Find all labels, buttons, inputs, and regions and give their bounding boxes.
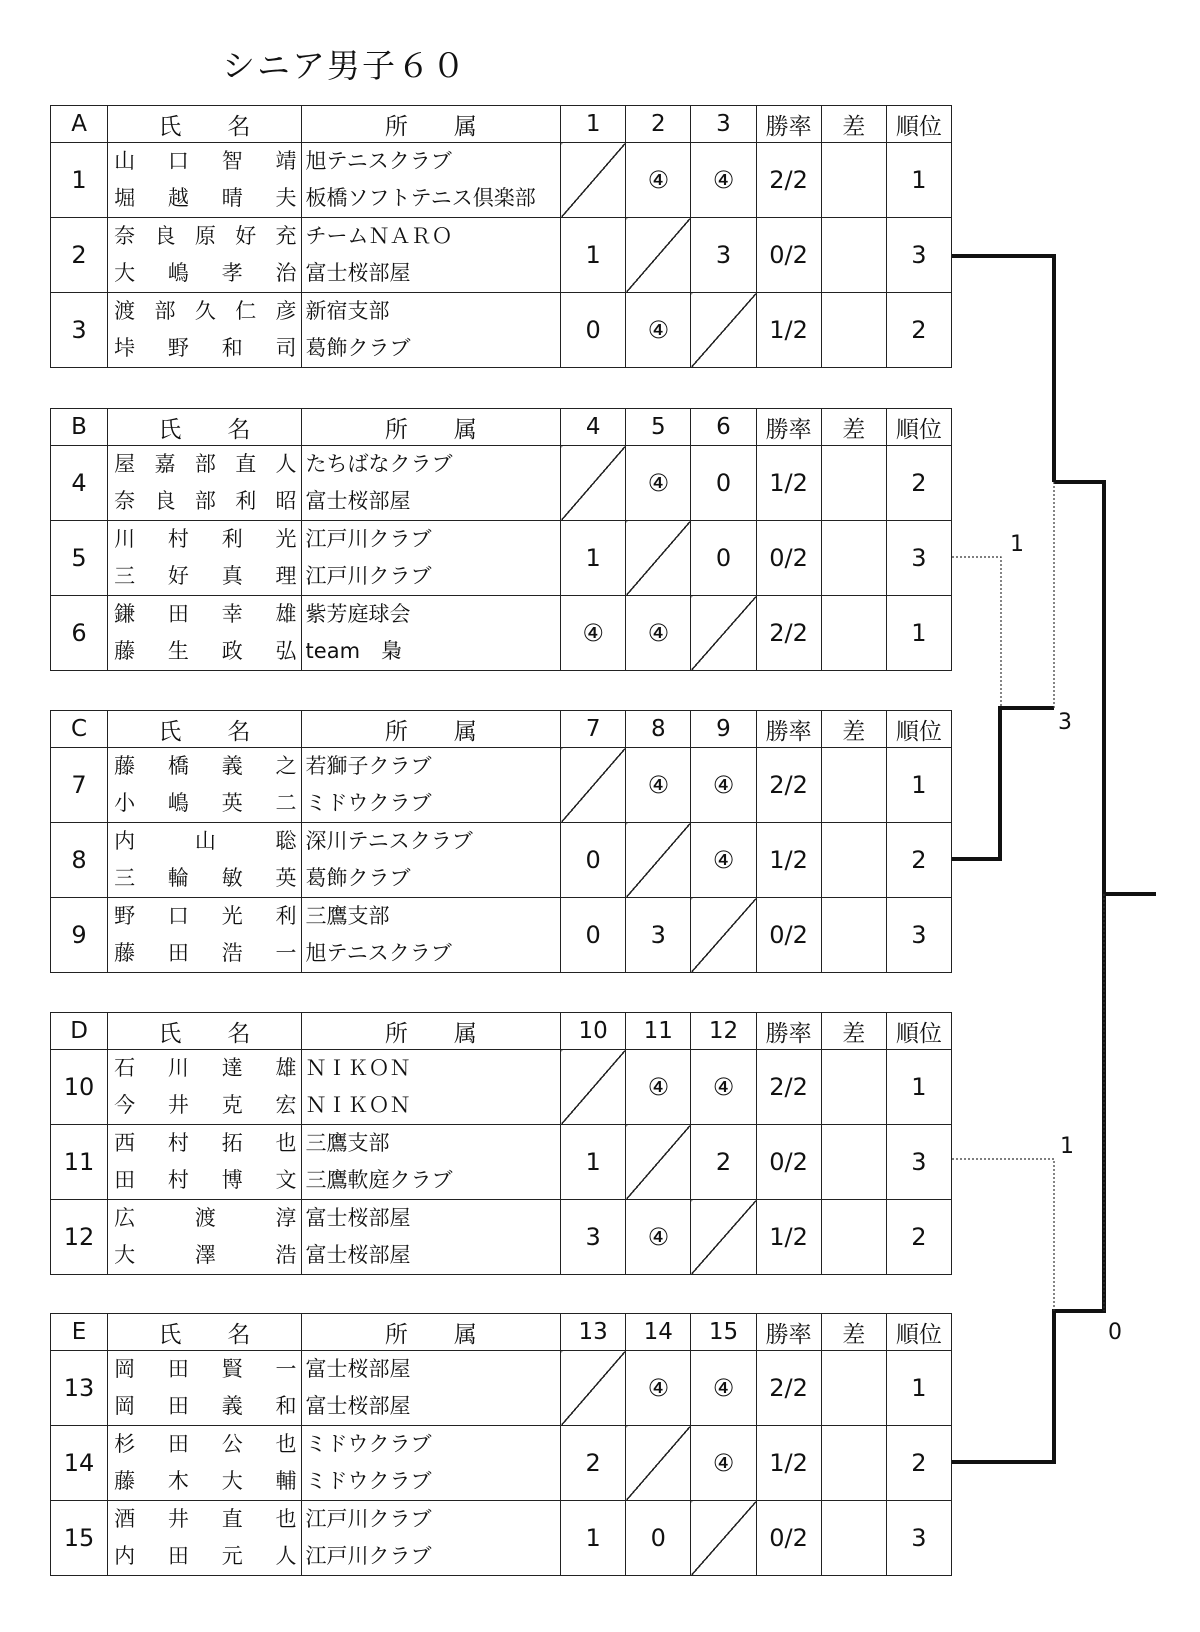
player-name: 広 渡 淳 (114, 1206, 297, 1230)
player-name: 大 澤 浩 (114, 1243, 297, 1267)
club-name: 新宿支部 (305, 299, 390, 323)
group-label: E (51, 1314, 108, 1351)
header-name: 氏 名 (108, 1013, 301, 1050)
club-name: 江戸川クラブ (305, 1544, 432, 1568)
club-name: ミドウクラブ (305, 1432, 432, 1456)
match-result: 0 (691, 521, 756, 596)
match-result: 0 (561, 898, 626, 973)
match-result: ④ (626, 1351, 691, 1426)
win-rate: 2/2 (756, 1050, 821, 1125)
match-result: 0 (626, 1501, 691, 1576)
player-name: 石 川 達 雄 (114, 1056, 297, 1080)
club-name: ＮＩＫＯＮ (305, 1056, 411, 1080)
bracket-score-4: 0 (1108, 1320, 1122, 1345)
win-rate: 0/2 (756, 521, 821, 596)
header-name: 氏 名 (108, 711, 301, 748)
match-result: ④ (691, 823, 756, 898)
match-result: 0 (561, 293, 626, 368)
player-name: 渡 部 久 仁 彦 (114, 299, 297, 323)
pair-number: 14 (51, 1426, 108, 1501)
player-name: 奈 良 原 好 充 (114, 224, 297, 248)
rank: 3 (886, 898, 951, 973)
group-label: B (51, 409, 108, 446)
player-name: 山 口 智 靖 (114, 149, 297, 173)
player-name: 垰 野 和 司 (114, 336, 297, 360)
header-win-rate: 勝率 (756, 106, 821, 143)
header-name: 氏 名 (108, 106, 301, 143)
player-name: 小 嶋 英 二 (114, 791, 297, 815)
header-rank: 順位 (886, 711, 951, 748)
match-result: 1 (561, 218, 626, 293)
rank: 1 (886, 748, 951, 823)
pair-number: 4 (51, 446, 108, 521)
club-name: 葛飾クラブ (305, 866, 411, 890)
club-name: 富士桜部屋 (305, 1206, 411, 1230)
header-name: 氏 名 (108, 409, 301, 446)
header-opponent-col: 2 (626, 106, 691, 143)
club-name: 江戸川クラブ (305, 527, 432, 551)
header-opponent-col: 12 (691, 1013, 756, 1050)
player-name: 藤 田 浩 一 (114, 941, 297, 965)
player-name: 奈 良 部 利 昭 (114, 489, 297, 513)
header-opponent-col: 5 (626, 409, 691, 446)
club-name: たちばなクラブ (305, 452, 453, 476)
club-name: チームＮＡＲＯ (305, 224, 453, 248)
club-name: 三鷹支部 (305, 1131, 390, 1155)
pair-number: 12 (51, 1200, 108, 1275)
pair-number: 3 (51, 293, 108, 368)
rank: 1 (886, 596, 951, 671)
club-name: 富士桜部屋 (305, 489, 411, 513)
player-name: 野 口 光 利 (114, 904, 297, 928)
club-name: 三鷹軟庭クラブ (305, 1168, 453, 1192)
rank: 3 (886, 1125, 951, 1200)
win-rate: 1/2 (756, 446, 821, 521)
match-result: 3 (691, 218, 756, 293)
club-name: 富士桜部屋 (305, 261, 411, 285)
match-result: 1 (561, 1501, 626, 1576)
player-name: 内 山 聡 (114, 829, 297, 853)
win-rate: 2/2 (756, 596, 821, 671)
match-result: ④ (626, 748, 691, 823)
match-result: ④ (626, 446, 691, 521)
pair-number: 8 (51, 823, 108, 898)
bracket-score-3: 1 (1060, 1134, 1074, 1159)
club-name: 富士桜部屋 (305, 1357, 411, 1381)
rank: 1 (886, 1351, 951, 1426)
club-name: 旭テニスクラブ (305, 941, 452, 965)
player-name: 岡 田 賢 一 (114, 1357, 297, 1381)
player-name: 内 田 元 人 (114, 1544, 297, 1568)
header-opponent-col: 8 (626, 711, 691, 748)
header-club: 所 属 (301, 1314, 561, 1351)
win-rate: 1/2 (756, 823, 821, 898)
header-opponent-col: 13 (561, 1314, 626, 1351)
club-name: 板橋ソフトテニス倶楽部 (305, 186, 536, 210)
rank: 1 (886, 1050, 951, 1125)
match-result: ④ (691, 748, 756, 823)
win-rate: 1/2 (756, 293, 821, 368)
club-name: team 梟 (305, 639, 403, 663)
club-name: 江戸川クラブ (305, 1507, 432, 1531)
bracket-line-semi-top (1054, 482, 1156, 894)
pair-number: 7 (51, 748, 108, 823)
win-rate: 0/2 (756, 1501, 821, 1576)
player-name: 藤 木 大 輔 (114, 1469, 297, 1493)
page-title: シニア男子６０ (222, 46, 467, 85)
player-name: 川 村 利 光 (114, 527, 297, 551)
win-rate: 1/2 (756, 1200, 821, 1275)
player-name: 岡 田 義 和 (114, 1394, 297, 1418)
header-diff: 差 (821, 1013, 886, 1050)
club-name: 三鷹支部 (305, 904, 390, 928)
pair-number: 13 (51, 1351, 108, 1426)
club-name: 紫芳庭球会 (305, 602, 411, 626)
win-rate: 2/2 (756, 748, 821, 823)
pair-number: 6 (51, 596, 108, 671)
win-rate: 2/2 (756, 143, 821, 218)
header-opponent-col: 6 (691, 409, 756, 446)
group-label: D (51, 1013, 108, 1050)
bracket-score-2: 3 (1058, 710, 1072, 735)
match-result: 2 (691, 1125, 756, 1200)
club-name: 富士桜部屋 (305, 1394, 411, 1418)
win-rate: 0/2 (756, 1125, 821, 1200)
win-rate: 0/2 (756, 898, 821, 973)
header-rank: 順位 (886, 106, 951, 143)
match-result: 3 (561, 1200, 626, 1275)
header-diff: 差 (821, 711, 886, 748)
group-label: C (51, 711, 108, 748)
player-name: 堀 越 晴 夫 (114, 186, 297, 210)
bracket-line-b-winner (952, 557, 1001, 708)
header-opponent-col: 15 (691, 1314, 756, 1351)
header-name: 氏 名 (108, 1314, 301, 1351)
bracket-line-c2 (952, 708, 1054, 859)
bracket-line-d-winner (952, 1159, 1054, 1311)
match-result: ④ (626, 293, 691, 368)
header-win-rate: 勝率 (756, 711, 821, 748)
rank: 2 (886, 1426, 951, 1501)
header-win-rate: 勝率 (756, 1013, 821, 1050)
rank: 2 (886, 446, 951, 521)
club-name: 深川テニスクラブ (305, 829, 473, 853)
player-name: 杉 田 公 也 (114, 1432, 297, 1456)
match-result: 0 (561, 823, 626, 898)
player-name: 屋 嘉 部 直 人 (114, 452, 297, 476)
win-rate: 2/2 (756, 1351, 821, 1426)
club-name: 若獅子クラブ (305, 754, 432, 778)
player-name: 西 村 拓 也 (114, 1131, 297, 1155)
player-name: 鎌 田 幸 雄 (114, 602, 297, 626)
header-club: 所 属 (301, 106, 561, 143)
match-result: 1 (561, 1125, 626, 1200)
group-label: A (51, 106, 108, 143)
rank: 3 (886, 521, 951, 596)
player-name: 藤 生 政 弘 (114, 639, 297, 663)
pair-number: 9 (51, 898, 108, 973)
club-name: 富士桜部屋 (305, 1243, 411, 1267)
pair-number: 1 (51, 143, 108, 218)
club-name: ミドウクラブ (305, 1469, 432, 1493)
match-result: ④ (626, 1050, 691, 1125)
header-opponent-col: 7 (561, 711, 626, 748)
rank: 2 (886, 293, 951, 368)
header-diff: 差 (821, 106, 886, 143)
player-name: 三 輪 敏 英 (114, 866, 297, 890)
header-opponent-col: 14 (626, 1314, 691, 1351)
match-result: ④ (626, 143, 691, 218)
club-name: ＮＩＫＯＮ (305, 1093, 411, 1117)
match-result: ④ (691, 1426, 756, 1501)
bracket-line-e2 (952, 894, 1104, 1462)
win-rate: 1/2 (756, 1426, 821, 1501)
match-result: ④ (561, 596, 626, 671)
header-win-rate: 勝率 (756, 409, 821, 446)
header-club: 所 属 (301, 1013, 561, 1050)
match-result: 2 (561, 1426, 626, 1501)
club-name: 葛飾クラブ (305, 336, 411, 360)
player-name: 藤 橋 義 之 (114, 754, 297, 778)
bracket-score-1: 1 (1010, 532, 1024, 557)
player-name: 大 嶋 孝 治 (114, 261, 297, 285)
header-opponent-col: 3 (691, 106, 756, 143)
match-result: ④ (691, 143, 756, 218)
header-diff: 差 (821, 409, 886, 446)
rank: 3 (886, 1501, 951, 1576)
header-club: 所 属 (301, 711, 561, 748)
header-opponent-col: 9 (691, 711, 756, 748)
pair-number: 11 (51, 1125, 108, 1200)
player-name: 三 好 真 理 (114, 564, 297, 588)
match-result: ④ (626, 1200, 691, 1275)
rank: 2 (886, 823, 951, 898)
win-rate: 0/2 (756, 218, 821, 293)
match-result: 3 (626, 898, 691, 973)
pair-number: 15 (51, 1501, 108, 1576)
header-rank: 順位 (886, 1013, 951, 1050)
header-win-rate: 勝率 (756, 1314, 821, 1351)
pair-number: 10 (51, 1050, 108, 1125)
rank: 1 (886, 143, 951, 218)
club-name: 旭テニスクラブ (305, 149, 452, 173)
match-result: ④ (691, 1351, 756, 1426)
pair-number: 5 (51, 521, 108, 596)
rank: 3 (886, 218, 951, 293)
pair-number: 2 (51, 218, 108, 293)
bracket-line-a2 (952, 256, 1054, 482)
header-club: 所 属 (301, 409, 561, 446)
player-name: 酒 井 直 也 (114, 1507, 297, 1531)
match-result: ④ (691, 1050, 756, 1125)
header-opponent-col: 10 (561, 1013, 626, 1050)
match-result: 1 (561, 521, 626, 596)
match-result: ④ (626, 596, 691, 671)
match-result: 0 (691, 446, 756, 521)
header-rank: 順位 (886, 409, 951, 446)
player-name: 今 井 克 宏 (114, 1093, 297, 1117)
player-name: 田 村 博 文 (114, 1168, 297, 1192)
club-name: 江戸川クラブ (305, 564, 432, 588)
header-opponent-col: 1 (561, 106, 626, 143)
header-opponent-col: 11 (626, 1013, 691, 1050)
club-name: ミドウクラブ (305, 791, 432, 815)
rank: 2 (886, 1200, 951, 1275)
header-opponent-col: 4 (561, 409, 626, 446)
header-diff: 差 (821, 1314, 886, 1351)
header-rank: 順位 (886, 1314, 951, 1351)
